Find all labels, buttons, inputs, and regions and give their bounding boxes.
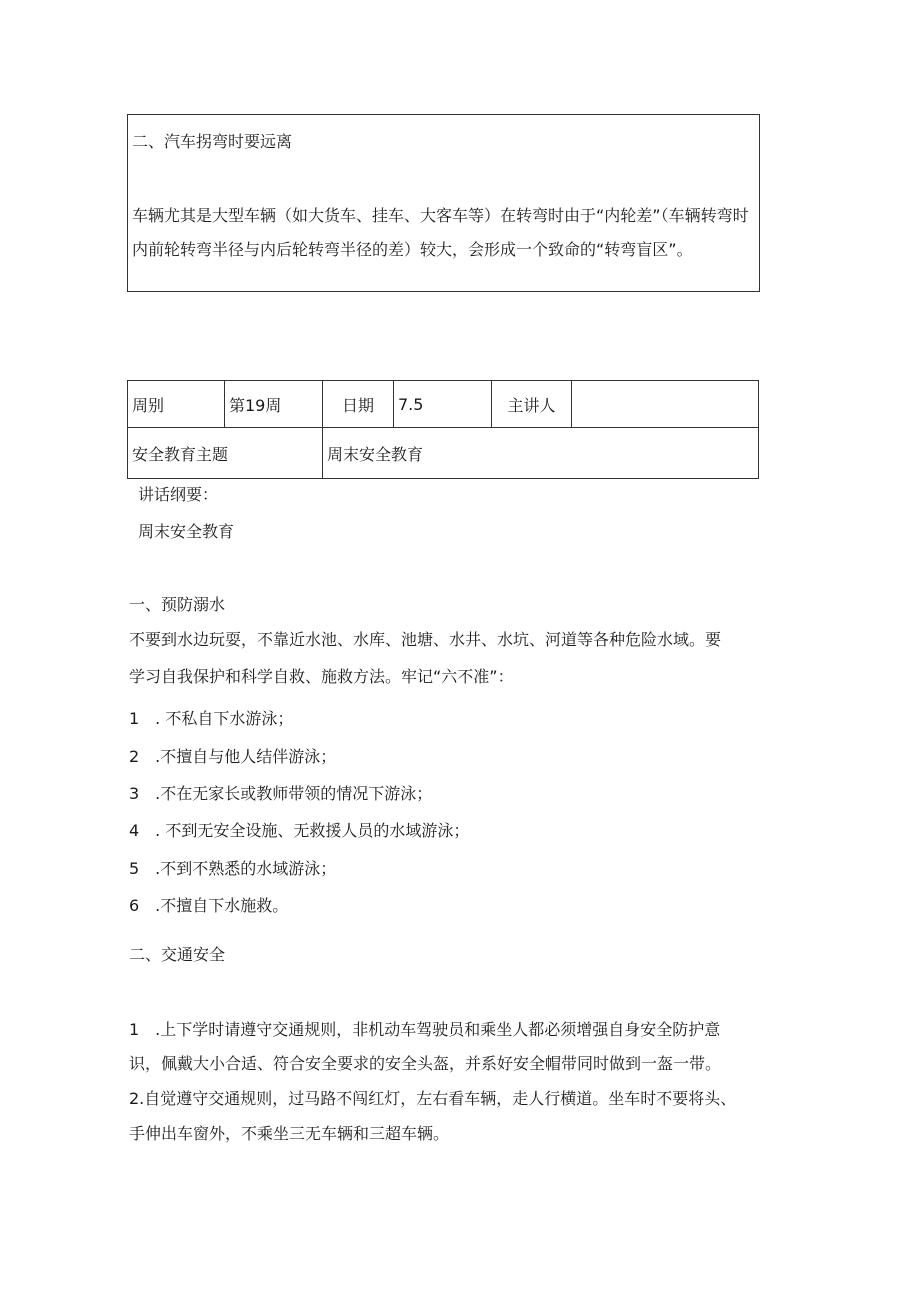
date-label: 日期 [323,381,394,428]
list-item: 3 .不在无家长或教师带领的情况下游泳； [129,784,433,803]
speaker-value [572,381,759,428]
drowning-intro-line1: 不要到水边玩耍，不靠近水池、水库、池塘、水井、水坑、河道等各种危险水域。要 [129,630,722,649]
traffic-p1-line2: 识，佩戴大小合适、符合安全要求的安全头盔，并系好安全帽带同时做到一盔一带。 [129,1054,722,1073]
theme-value: 周末安全教育 [323,428,759,479]
lesson-info-table [127,380,759,479]
turning-section-body: 车辆尤其是大型车辆（如大货车、挂车、大客车等）在转弯时由于“内轮差”（车辆转弯时内前轮转弯半径与内后轮转弯半径的差）较大，会形成一个致命的“转弯盲区”。 [132,206,749,259]
info-row-2 [128,428,759,479]
traffic-p2-line2: 手伸出车窗外，不乘坐三无车辆和三超车辆。 [129,1124,450,1143]
outline-label: 讲话纲要： [138,485,219,504]
turning-section-title: 二、汽车拐弯时要远离 [132,132,293,151]
theme-label: 安全教育主题 [128,428,323,479]
list-item: 4 . 不到无安全设施、无救援人员的水域游泳； [129,821,470,840]
week-label: 周别 [128,381,225,428]
date-value: 7.5 [394,381,492,428]
drowning-heading: 一、预防溺水 [129,595,226,614]
info-row-1 [128,381,759,428]
speaker-label: 主讲人 [492,381,572,428]
list-item: 5 .不到不熟悉的水域游泳； [129,859,337,878]
traffic-heading: 二、交通安全 [129,945,226,964]
turning-section-box [127,114,760,292]
list-item: 2 .不擅自与他人结伴游泳； [129,747,337,766]
list-item: 1 . 不私自下水游泳； [129,709,294,728]
list-item: 6 .不擅自下水施救。 [129,896,289,915]
outline-subtitle: 周末安全教育 [138,522,235,541]
drowning-intro-line2: 学习自我保护和科学自救、施救方法。牢记“六不准”： [129,667,514,686]
traffic-p1-line1: 1 .上下学时请遵守交通规则，非机动车驾驶员和乘坐人都必须增强自身安全防护意 [129,1020,721,1039]
traffic-p2-line1: 2.自觉遵守交通规则，过马路不闯红灯，左右看车辆，走人行横道。坐车时不要将头、 [129,1089,737,1108]
week-value: 第19周 [225,381,323,428]
